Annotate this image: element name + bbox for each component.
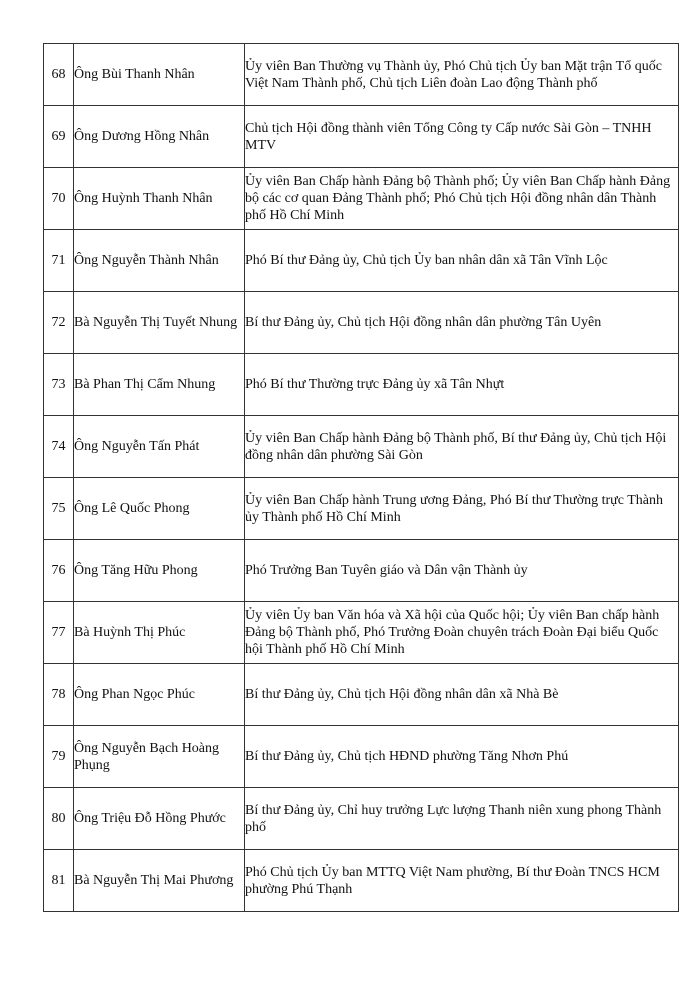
table-row <box>44 168 679 230</box>
row-number: 80 <box>44 788 74 850</box>
member-name: Ông Phan Ngọc Phúc <box>74 664 245 726</box>
member-position: Ủy viên Ban Chấp hành Đảng bộ Thành phố; Ủy viên Ban Chấp hành Đảng bộ các cơ quan Đảng Thành phố; Phó Chủ tịch Hội đồng nhân dân Thành phố Hồ Chí Minh <box>245 168 679 230</box>
row-number: 76 <box>44 540 74 602</box>
member-position: Phó Bí thư Đảng ủy, Chủ tịch Ủy ban nhân dân xã Tân Vĩnh Lộc <box>245 230 679 292</box>
member-position: Bí thư Đảng ủy, Chủ tịch Hội đồng nhân dân xã Nhà Bè <box>245 664 679 726</box>
row-number: 75 <box>44 478 74 540</box>
table-row <box>44 354 679 416</box>
row-number: 74 <box>44 416 74 478</box>
member-name: Ông Lê Quốc Phong <box>74 478 245 540</box>
row-number: 68 <box>44 44 74 106</box>
member-name: Bà Huỳnh Thị Phúc <box>74 602 245 664</box>
member-position: Chủ tịch Hội đồng thành viên Tổng Công ty Cấp nước Sài Gòn – TNHH MTV <box>245 106 679 168</box>
member-name: Ông Tăng Hữu Phong <box>74 540 245 602</box>
table-row <box>44 416 679 478</box>
member-name: Ông Dương Hồng Nhân <box>74 106 245 168</box>
table-row <box>44 664 679 726</box>
row-number: 79 <box>44 726 74 788</box>
row-number: 73 <box>44 354 74 416</box>
table-row <box>44 106 679 168</box>
member-name: Ông Nguyễn Bạch Hoàng Phụng <box>74 726 245 788</box>
member-position: Ủy viên Ban Chấp hành Trung ương Đảng, Phó Bí thư Thường trực Thành ủy Thành phố Hồ Chí Minh <box>245 478 679 540</box>
member-position: Ủy viên Ủy ban Văn hóa và Xã hội của Quốc hội; Ủy viên Ban chấp hành Đảng bộ Thành phố, Phó Trưởng Đoàn chuyên trách Đoàn Đại biểu Quốc hội Thành phố Hồ Chí Minh <box>245 602 679 664</box>
member-name: Ông Nguyễn Thành Nhân <box>74 230 245 292</box>
member-position: Ủy viên Ban Chấp hành Đảng bộ Thành phố, Bí thư Đảng ủy, Chủ tịch Hội đồng nhân dân phường Sài Gòn <box>245 416 679 478</box>
member-position: Bí thư Đảng ủy, Chỉ huy trưởng Lực lượng Thanh niên xung phong Thành phố <box>245 788 679 850</box>
member-name: Bà Phan Thị Cẩm Nhung <box>74 354 245 416</box>
member-name: Ông Huỳnh Thanh Nhân <box>74 168 245 230</box>
member-name: Bà Nguyễn Thị Mai Phương <box>74 850 245 912</box>
member-position: Phó Trưởng Ban Tuyên giáo và Dân vận Thành ủy <box>245 540 679 602</box>
row-number: 81 <box>44 850 74 912</box>
member-position: Phó Chủ tịch Ủy ban MTTQ Việt Nam phường, Bí thư Đoàn TNCS HCM phường Phú Thạnh <box>245 850 679 912</box>
table-row <box>44 478 679 540</box>
table-row <box>44 540 679 602</box>
table-row <box>44 292 679 354</box>
row-number: 69 <box>44 106 74 168</box>
member-name: Ông Nguyễn Tấn Phát <box>74 416 245 478</box>
member-position: Phó Bí thư Thường trực Đảng ủy xã Tân Nhựt <box>245 354 679 416</box>
table-row <box>44 44 679 106</box>
member-position: Bí thư Đảng ủy, Chủ tịch HĐND phường Tăng Nhơn Phú <box>245 726 679 788</box>
member-table-body <box>44 44 679 912</box>
table-row <box>44 230 679 292</box>
member-position: Bí thư Đảng ủy, Chủ tịch Hội đồng nhân dân phường Tân Uyên <box>245 292 679 354</box>
member-name: Ông Triệu Đỗ Hồng Phước <box>74 788 245 850</box>
member-name: Bà Nguyễn Thị Tuyết Nhung <box>74 292 245 354</box>
table-row <box>44 788 679 850</box>
row-number: 72 <box>44 292 74 354</box>
row-number: 71 <box>44 230 74 292</box>
row-number: 77 <box>44 602 74 664</box>
table-row <box>44 726 679 788</box>
row-number: 70 <box>44 168 74 230</box>
member-table <box>43 43 679 912</box>
table-row <box>44 850 679 912</box>
table-row <box>44 602 679 664</box>
member-position: Ủy viên Ban Thường vụ Thành ủy, Phó Chủ tịch Ủy ban Mặt trận Tổ quốc Việt Nam Thành phố, Chủ tịch Liên đoàn Lao động Thành phố <box>245 44 679 106</box>
member-name: Ông Bùi Thanh Nhân <box>74 44 245 106</box>
row-number: 78 <box>44 664 74 726</box>
